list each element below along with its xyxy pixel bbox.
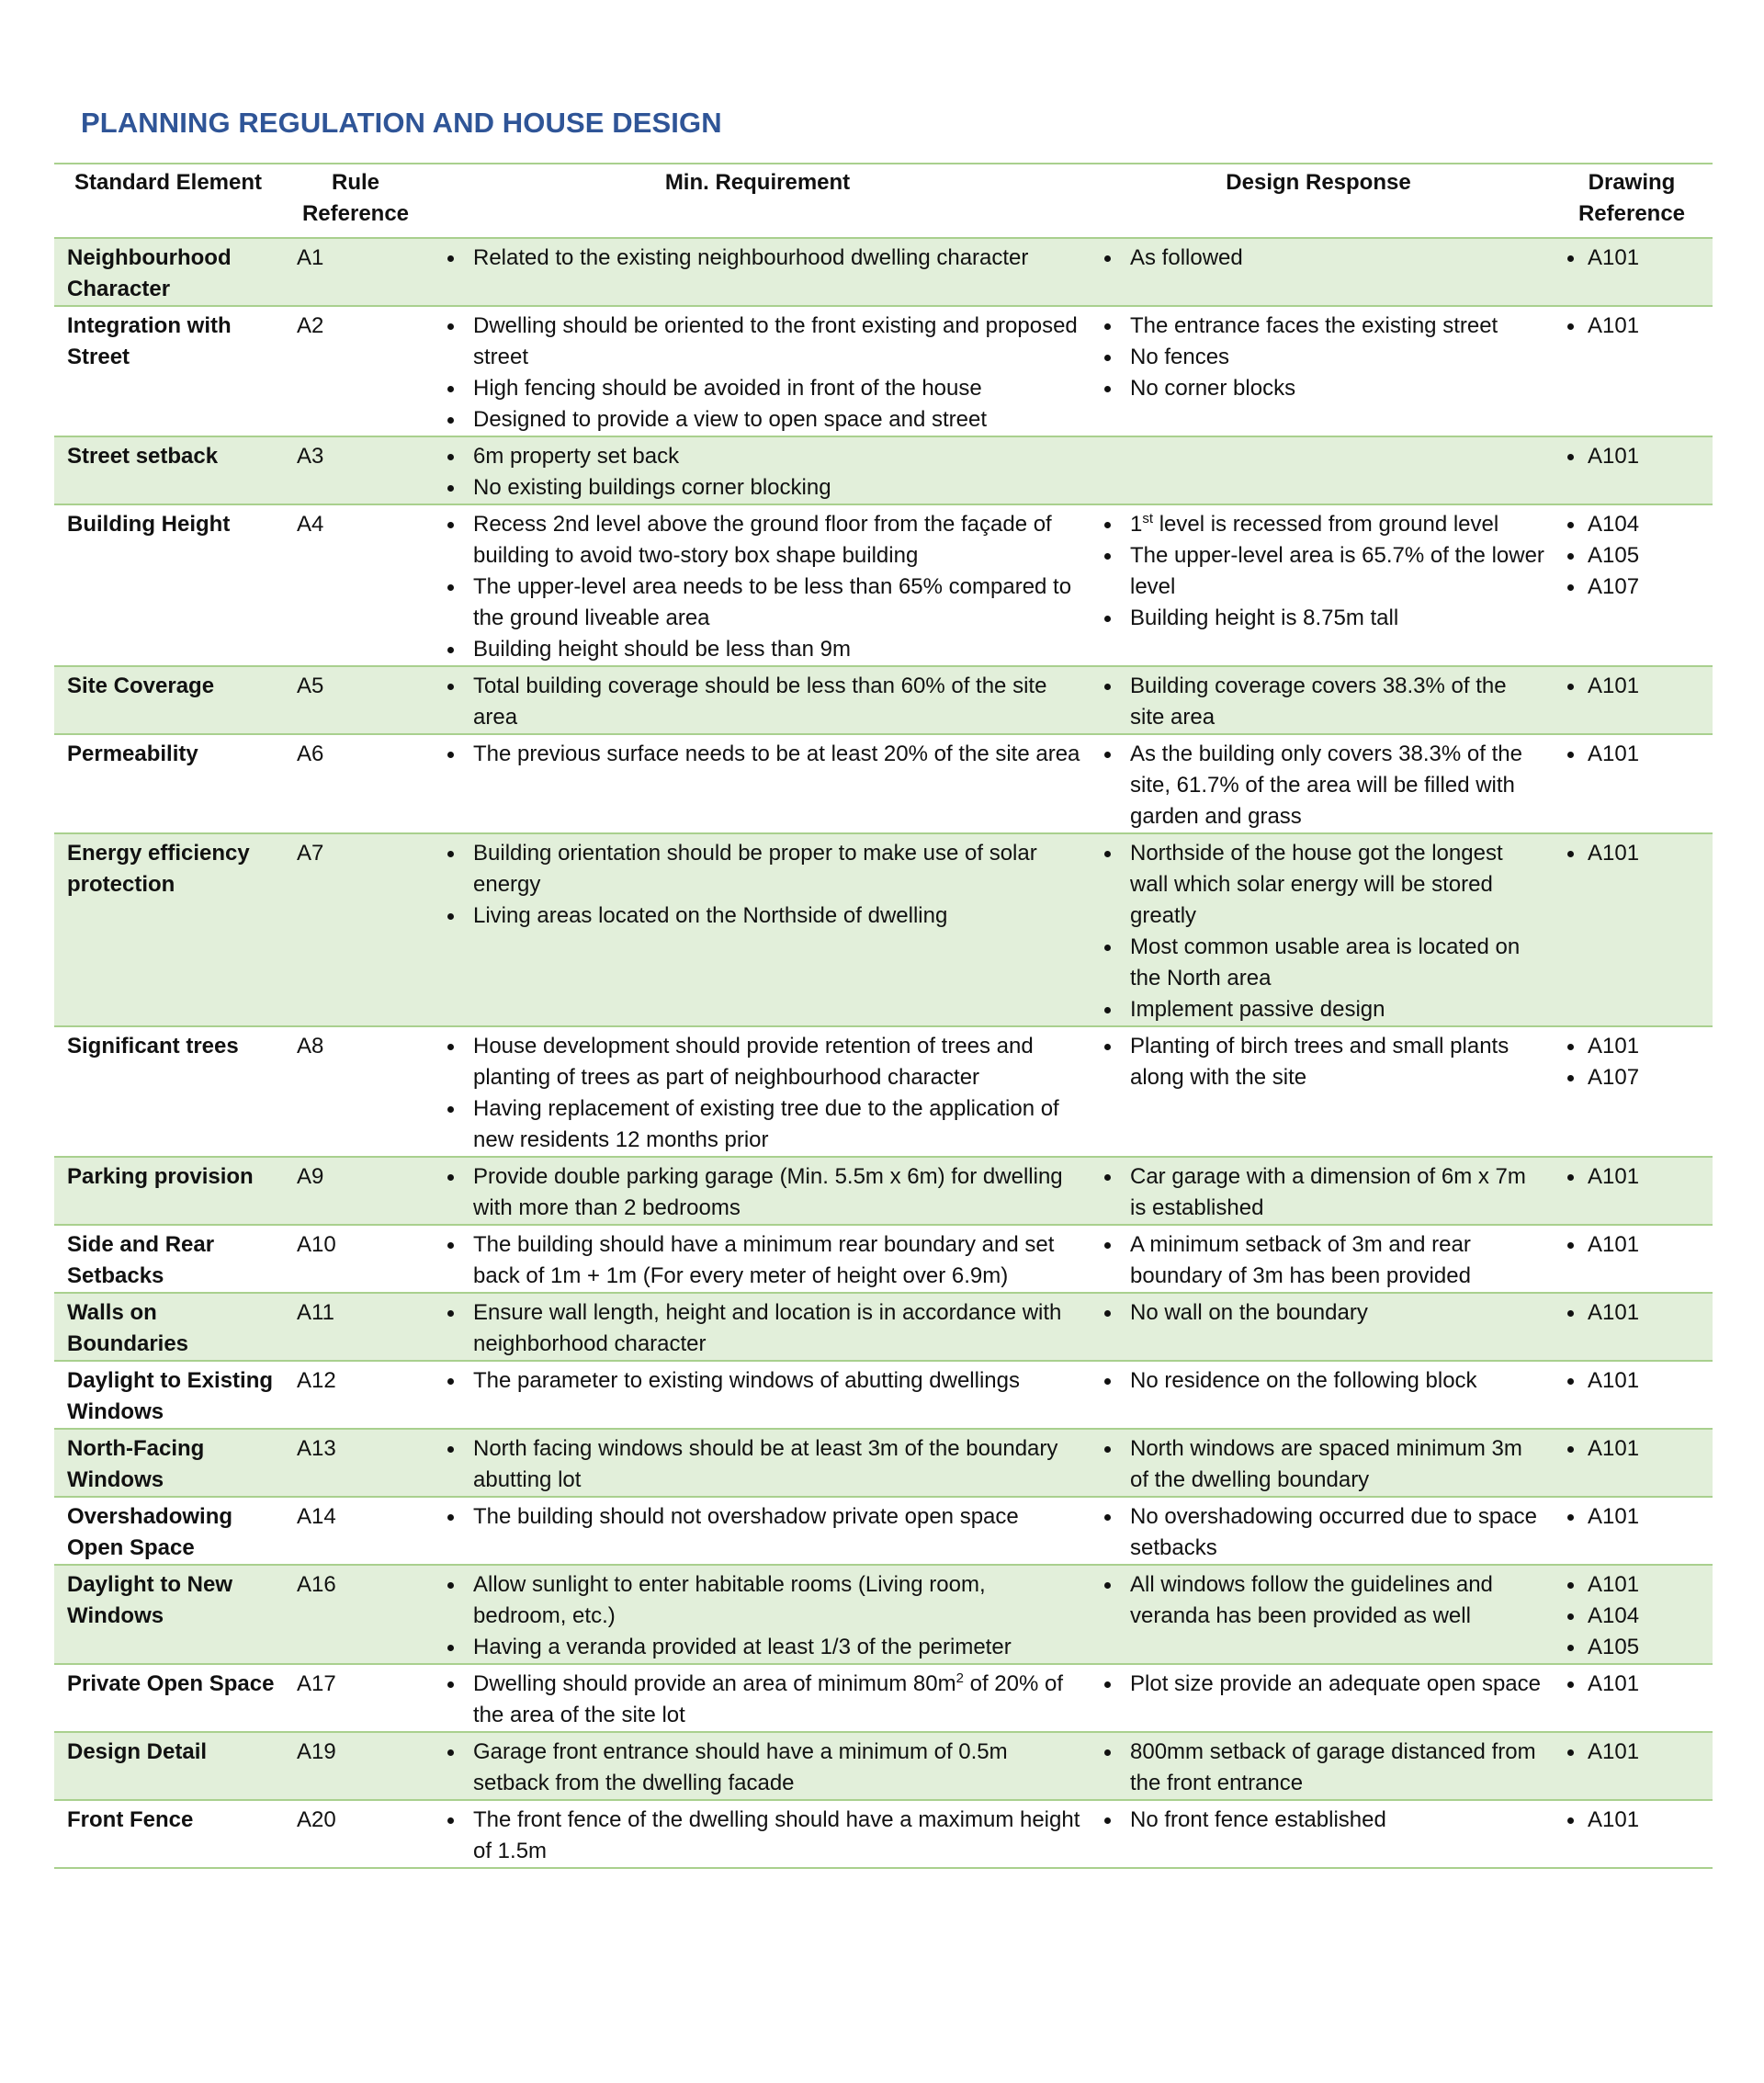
requirement-list: [435, 671, 1080, 733]
requirement-list: [435, 1501, 1080, 1533]
response-list: [1091, 509, 1545, 634]
response-item: No wall on the boundary: [1091, 1297, 1545, 1329]
header-standard-element: Standard Element: [74, 170, 263, 195]
requirement-cell: [429, 1664, 1086, 1732]
requirement-item: High fencing should be avoided in front of the house: [435, 373, 1080, 404]
drawing-list: [1556, 311, 1707, 342]
requirement-item: No existing buildings corner blocking: [435, 472, 1080, 504]
requirement-item: Allow sunlight to enter habitable rooms (Living room, bedroom, etc.): [435, 1569, 1080, 1632]
response-list: [1091, 243, 1545, 274]
drawing-list: [1556, 1297, 1707, 1329]
response-item: North windows are spaced minimum 3m of the dwelling boundary: [1091, 1433, 1545, 1496]
table-row: [54, 1429, 1713, 1497]
response-cell: [1086, 436, 1551, 504]
drawing-item: A101: [1556, 1297, 1707, 1329]
response-item: No corner blocks: [1091, 373, 1545, 404]
rule-reference-cell: A1: [297, 245, 324, 270]
requirement-cell: [429, 1732, 1086, 1800]
table-row: [54, 1157, 1713, 1225]
rule-reference-cell: A11: [297, 1300, 334, 1325]
requirement-cell: [429, 1800, 1086, 1868]
table-row: [54, 1732, 1713, 1800]
rule-reference-cell: A13: [297, 1436, 336, 1461]
drawing-item: A101: [1556, 441, 1707, 472]
standard-element-cell: Significant trees: [67, 1034, 239, 1058]
response-list: [1091, 1433, 1545, 1496]
table-row: [54, 1565, 1713, 1664]
requirement-cell: [429, 1293, 1086, 1361]
drawing-list: [1556, 1669, 1707, 1700]
requirement-cell: [429, 306, 1086, 436]
table-row: [54, 1664, 1713, 1732]
drawing-item: A101: [1556, 1031, 1707, 1062]
standard-element-cell: Building Height: [67, 512, 231, 537]
standard-element-cell: Permeability: [67, 742, 198, 766]
drawing-list: [1556, 1737, 1707, 1768]
drawing-list: [1556, 1805, 1707, 1836]
table-header-row: [54, 164, 1713, 238]
requirement-list: [435, 441, 1080, 504]
response-list: [1091, 311, 1545, 404]
response-cell: [1086, 504, 1551, 666]
rule-reference-cell: A9: [297, 1164, 324, 1189]
drawing-item: A101: [1556, 311, 1707, 342]
requirement-item: Total building coverage should be less than 60% of the site area: [435, 671, 1080, 733]
response-list: [1091, 1737, 1545, 1799]
drawing-reference-cell: [1551, 1293, 1713, 1361]
response-list: [1091, 1229, 1545, 1292]
requirement-item: Related to the existing neighbourhood dwelling character: [435, 243, 1080, 274]
drawing-list: [1556, 1501, 1707, 1533]
table-row: [54, 1225, 1713, 1293]
rule-reference-cell: A5: [297, 674, 324, 698]
drawing-reference-cell: [1551, 734, 1713, 833]
requirement-item: The parameter to existing windows of abutting dwellings: [435, 1365, 1080, 1397]
requirement-cell: [429, 1225, 1086, 1293]
drawing-reference-cell: [1551, 436, 1713, 504]
standard-element-cell: Energy efficiency protection: [67, 841, 250, 897]
standard-element-cell: Daylight to Existing Windows: [67, 1368, 274, 1424]
requirement-cell: [429, 1429, 1086, 1497]
response-item: As the building only covers 38.3% of the site, 61.7% of the area will be filled with garden and grass: [1091, 739, 1545, 832]
rule-reference-cell: A19: [297, 1739, 336, 1764]
drawing-reference-cell: [1551, 1800, 1713, 1868]
drawing-item: A101: [1556, 838, 1707, 869]
header-min-requirement: Min. Requirement: [664, 170, 851, 195]
requirement-item: Dwelling should provide an area of minimum $80m^2$ of 20% of the area of the site lot: [435, 1669, 1080, 1731]
drawing-item: A101: [1556, 739, 1707, 770]
requirement-cell: [429, 504, 1086, 666]
rule-reference-cell: A16: [297, 1572, 336, 1597]
requirement-item: Building height should be less than 9m: [435, 634, 1080, 665]
response-cell: [1086, 238, 1551, 306]
drawing-reference-cell: [1551, 833, 1713, 1026]
drawing-item: A107: [1556, 572, 1707, 603]
standard-element-cell: Private Open Space: [67, 1671, 275, 1696]
requirement-item: Building orientation should be proper to make use of solar energy: [435, 838, 1080, 900]
requirement-cell: [429, 1497, 1086, 1565]
table-row: [54, 1497, 1713, 1565]
table-row: [54, 238, 1713, 306]
requirement-list: [435, 1805, 1080, 1867]
response-item: 1st level is recessed from ground level: [1091, 509, 1545, 540]
drawing-item: A104: [1556, 1601, 1707, 1632]
response-cell: [1086, 666, 1551, 734]
drawing-list: [1556, 1031, 1707, 1093]
response-cell: [1086, 1800, 1551, 1868]
requirement-cell: [429, 734, 1086, 833]
requirement-list: [435, 1161, 1080, 1224]
drawing-list: [1556, 671, 1707, 702]
requirement-cell: [429, 1157, 1086, 1225]
response-cell: [1086, 1664, 1551, 1732]
standard-element-cell: Street setback: [67, 444, 219, 469]
response-item: Implement passive design: [1091, 994, 1545, 1025]
requirement-list: [435, 1433, 1080, 1496]
standard-element-cell: Front Fence: [67, 1807, 194, 1832]
standard-element-cell: Design Detail: [67, 1739, 208, 1764]
standard-element-cell: Side and Rear Setbacks: [67, 1232, 215, 1288]
drawing-item: A101: [1556, 1161, 1707, 1193]
response-list: [1091, 739, 1545, 832]
requirement-cell: [429, 833, 1086, 1026]
response-item: No fences: [1091, 342, 1545, 373]
table-row: [54, 1361, 1713, 1429]
requirement-item: Provide double parking garage (Min. 5.5m x 6m) for dwelling with more than 2 bedrooms: [435, 1161, 1080, 1224]
response-item: A minimum setback of 3m and rear boundary of 3m has been provided: [1091, 1229, 1545, 1292]
drawing-list: [1556, 838, 1707, 869]
drawing-list: [1556, 441, 1707, 472]
drawing-item: A101: [1556, 1669, 1707, 1700]
drawing-reference-cell: [1551, 1429, 1713, 1497]
drawing-item: A101: [1556, 1737, 1707, 1768]
requirement-item: The previous surface needs to be at least 20% of the site area: [435, 739, 1080, 770]
response-list: [1091, 1669, 1545, 1700]
response-cell: [1086, 1026, 1551, 1157]
table-row: [54, 504, 1713, 666]
response-cell: [1086, 1497, 1551, 1565]
drawing-reference-cell: [1551, 1497, 1713, 1565]
response-item: Northside of the house got the longest wall which solar energy will be stored greatly: [1091, 838, 1545, 932]
response-item: All windows follow the guidelines and veranda has been provided as well: [1091, 1569, 1545, 1632]
requirement-item: Ensure wall length, height and location is in accordance with neighborhood character: [435, 1297, 1080, 1360]
requirement-cell: [429, 238, 1086, 306]
response-item: Building coverage covers 38.3% of the site area: [1091, 671, 1545, 733]
table-row: [54, 734, 1713, 833]
response-item: Building height is 8.75m tall: [1091, 603, 1545, 634]
rule-reference-cell: A12: [297, 1368, 336, 1393]
drawing-item: A101: [1556, 1229, 1707, 1261]
drawing-item: A101: [1556, 1805, 1707, 1836]
response-item: Planting of birch trees and small plants along with the site: [1091, 1031, 1545, 1093]
response-cell: [1086, 306, 1551, 436]
response-list: [1091, 1161, 1545, 1224]
table-body: [54, 238, 1713, 1868]
drawing-reference-cell: [1551, 1565, 1713, 1664]
header-rule-reference: Rule Reference: [301, 170, 410, 226]
page-title: PLANNING REGULATION AND HOUSE DESIGN: [81, 107, 722, 139]
standard-element-cell: Walls on Boundaries: [67, 1300, 189, 1356]
table-row: [54, 1800, 1713, 1868]
table-row: [54, 666, 1713, 734]
response-list: [1091, 1501, 1545, 1564]
drawing-list: [1556, 1229, 1707, 1261]
requirement-cell: [429, 436, 1086, 504]
response-cell: [1086, 1225, 1551, 1293]
requirement-list: [435, 1569, 1080, 1663]
requirement-list: [435, 739, 1080, 770]
response-cell: [1086, 1157, 1551, 1225]
drawing-list: [1556, 1365, 1707, 1397]
requirement-item: Designed to provide a view to open space and street: [435, 404, 1080, 436]
response-cell: [1086, 1361, 1551, 1429]
standard-element-cell: Integration with Street: [67, 313, 232, 369]
drawing-item: A101: [1556, 671, 1707, 702]
drawing-list: [1556, 509, 1707, 603]
drawing-item: A107: [1556, 1062, 1707, 1093]
response-item: No overshadowing occurred due to space setbacks: [1091, 1501, 1545, 1564]
table-row: [54, 1293, 1713, 1361]
requirement-list: [435, 1229, 1080, 1292]
response-cell: [1086, 1565, 1551, 1664]
drawing-item: A104: [1556, 509, 1707, 540]
requirement-cell: [429, 1026, 1086, 1157]
drawing-reference-cell: [1551, 1157, 1713, 1225]
response-item: As followed: [1091, 243, 1545, 274]
requirement-item: The upper-level area needs to be less than 65% compared to the ground liveable area: [435, 572, 1080, 634]
requirement-cell: [429, 1565, 1086, 1664]
response-cell: [1086, 734, 1551, 833]
planning-table: [54, 163, 1713, 1869]
response-list: [1091, 1031, 1545, 1093]
drawing-reference-cell: [1551, 238, 1713, 306]
standard-element-cell: Neighbourhood Character: [67, 245, 232, 301]
rule-reference-cell: A3: [297, 444, 324, 469]
rule-reference-cell: A7: [297, 841, 324, 866]
requirement-cell: [429, 1361, 1086, 1429]
response-item: The entrance faces the existing street: [1091, 311, 1545, 342]
response-list: [1091, 1805, 1545, 1836]
requirement-item: North facing windows should be at least 3m of the boundary abutting lot: [435, 1433, 1080, 1496]
standard-element-cell: North-Facing Windows: [67, 1436, 205, 1492]
response-list: [1091, 671, 1545, 733]
response-cell: [1086, 1732, 1551, 1800]
rule-reference-cell: A2: [297, 313, 324, 338]
drawing-reference-cell: [1551, 1225, 1713, 1293]
requirement-item: Garage front entrance should have a minimum of 0.5m setback from the dwelling facade: [435, 1737, 1080, 1799]
drawing-item: A101: [1556, 1433, 1707, 1465]
requirement-item: The building should have a minimum rear boundary and set back of 1m + 1m (For every meter of height over 6.9m): [435, 1229, 1080, 1292]
table-row: [54, 833, 1713, 1026]
response-item: No front fence established: [1091, 1805, 1545, 1836]
requirement-list: [435, 838, 1080, 932]
rule-reference-cell: A6: [297, 742, 324, 766]
response-item: Most common usable area is located on the North area: [1091, 932, 1545, 994]
response-list: [1091, 1569, 1545, 1632]
standard-element-cell: Daylight to New Windows: [67, 1572, 233, 1628]
table-row: [54, 1026, 1713, 1157]
drawing-list: [1556, 739, 1707, 770]
requirement-item: Having replacement of existing tree due to the application of new residents 12 months prior: [435, 1093, 1080, 1156]
response-item: The upper-level area is 65.7% of the lower level: [1091, 540, 1545, 603]
standard-element-cell: Overshadowing Open Space: [67, 1504, 233, 1560]
drawing-list: [1556, 1569, 1707, 1663]
requirement-item: The building should not overshadow private open space: [435, 1501, 1080, 1533]
requirement-list: [435, 1365, 1080, 1397]
drawing-item: A101: [1556, 1569, 1707, 1601]
drawing-list: [1556, 1161, 1707, 1193]
requirement-list: [435, 509, 1080, 665]
requirement-list: [435, 1669, 1080, 1731]
drawing-item: A101: [1556, 243, 1707, 274]
standard-element-cell: Parking provision: [67, 1164, 254, 1189]
table-row: [54, 306, 1713, 436]
drawing-item: A105: [1556, 540, 1707, 572]
drawing-item: A101: [1556, 1501, 1707, 1533]
drawing-reference-cell: [1551, 504, 1713, 666]
requirement-list: [435, 1737, 1080, 1799]
rule-reference-cell: A8: [297, 1034, 324, 1058]
drawing-reference-cell: [1551, 1361, 1713, 1429]
drawing-list: [1556, 1433, 1707, 1465]
requirement-item: The front fence of the dwelling should have a maximum height of 1.5m: [435, 1805, 1080, 1867]
drawing-reference-cell: [1551, 1664, 1713, 1732]
requirement-list: [435, 1297, 1080, 1360]
requirement-cell: [429, 666, 1086, 734]
response-item: Plot size provide an adequate open space: [1091, 1669, 1545, 1700]
standard-element-cell: Site Coverage: [67, 674, 215, 698]
drawing-item: A105: [1556, 1632, 1707, 1663]
requirement-list: [435, 1031, 1080, 1156]
requirement-item: Having a veranda provided at least 1/3 of the perimeter: [435, 1632, 1080, 1663]
response-item: Car garage with a dimension of 6m x 7m is established: [1091, 1161, 1545, 1224]
rule-reference-cell: A10: [297, 1232, 336, 1257]
drawing-reference-cell: [1551, 666, 1713, 734]
rule-reference-cell: A17: [297, 1671, 336, 1696]
requirement-item: Dwelling should be oriented to the front existing and proposed street: [435, 311, 1080, 373]
response-cell: [1086, 833, 1551, 1026]
drawing-reference-cell: [1551, 1026, 1713, 1157]
drawing-reference-cell: [1551, 306, 1713, 436]
header-drawing-reference: Drawing Reference: [1577, 170, 1686, 226]
response-item: 800mm setback of garage distanced from the front entrance: [1091, 1737, 1545, 1799]
rule-reference-cell: A20: [297, 1807, 336, 1832]
requirement-list: [435, 311, 1080, 436]
requirement-item: Living areas located on the Northside of dwelling: [435, 900, 1080, 932]
response-list: [1091, 838, 1545, 1025]
requirement-item: Recess 2nd level above the ground floor from the façade of building to avoid two-story box shape building: [435, 509, 1080, 572]
drawing-list: [1556, 243, 1707, 274]
response-list: [1091, 1297, 1545, 1329]
requirement-list: [435, 243, 1080, 274]
response-list: [1091, 1365, 1545, 1397]
response-cell: [1086, 1429, 1551, 1497]
requirement-item: 6m property set back: [435, 441, 1080, 472]
rule-reference-cell: A4: [297, 512, 324, 537]
header-design-response: Design Response: [1226, 170, 1411, 195]
response-item: No residence on the following block: [1091, 1365, 1545, 1397]
rule-reference-cell: A14: [297, 1504, 336, 1529]
drawing-item: A101: [1556, 1365, 1707, 1397]
requirement-item: House development should provide retention of trees and planting of trees as part of neighbourhood character: [435, 1031, 1080, 1093]
response-cell: [1086, 1293, 1551, 1361]
table-row: [54, 436, 1713, 504]
drawing-reference-cell: [1551, 1732, 1713, 1800]
